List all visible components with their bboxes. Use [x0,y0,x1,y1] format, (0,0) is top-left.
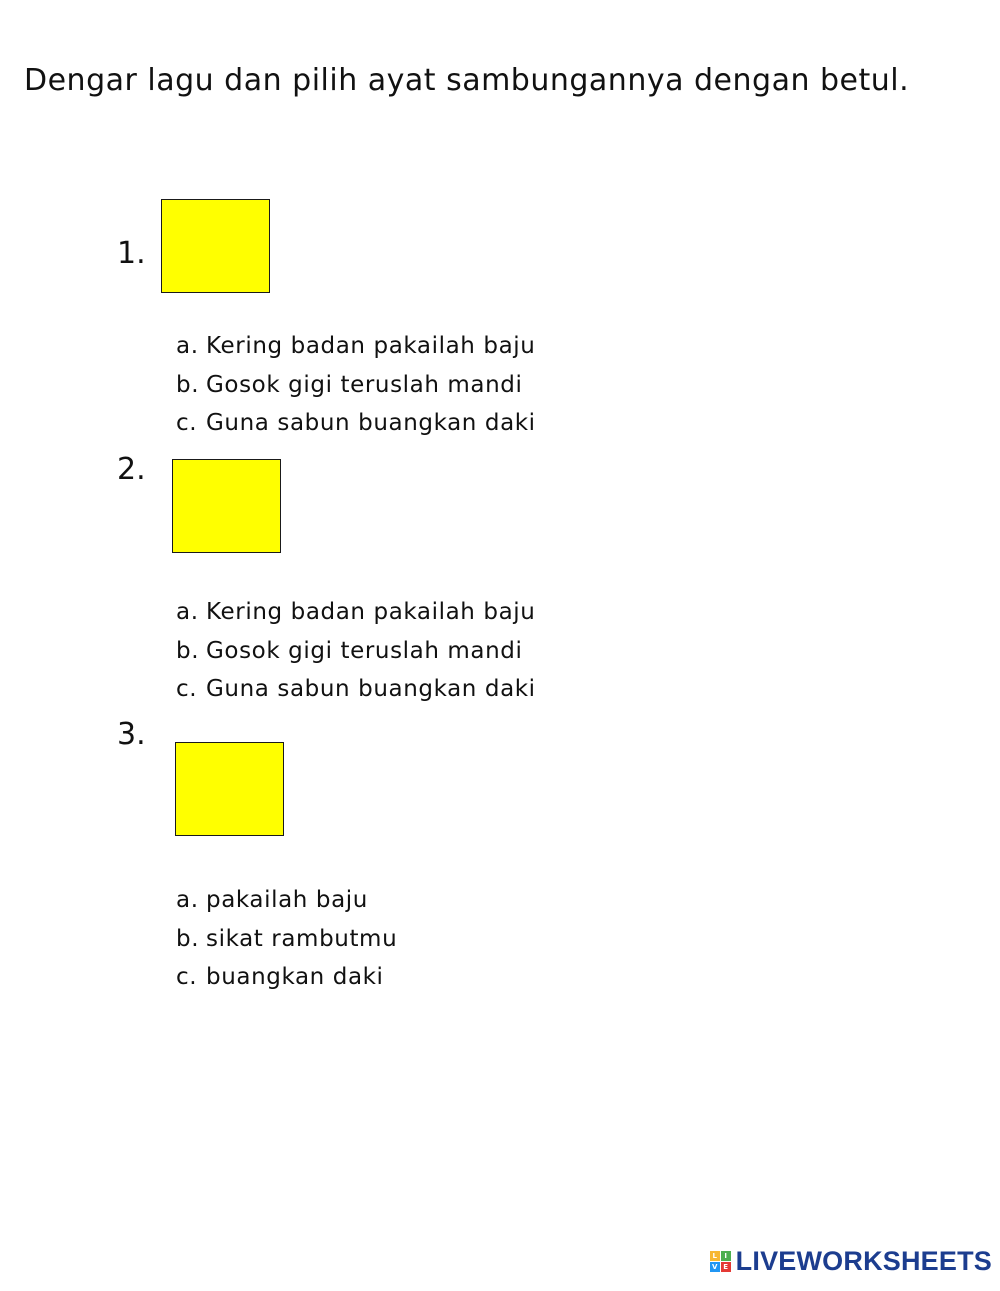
option-list [176,327,536,443]
option-a: a. Kering badan pakailah baju [176,599,536,625]
option-c: c. Guna sabun buangkan daki [176,676,536,702]
answer-drop-box[interactable] [175,742,284,836]
option-c: c. Guna sabun buangkan daki [176,410,536,436]
option-b: b. sikat rambutmu [176,925,398,952]
liveworksheets-logo [710,1246,992,1277]
question-number: 1. [117,236,146,271]
option-c: c. buangkan daki [176,964,384,990]
option-list [176,881,397,997]
logo-mark-icon: L I V E [710,1251,731,1272]
question-number: 2. [117,452,146,487]
question-number: 3. [117,717,146,752]
option-b: b. Gosok gigi teruslah mandi [176,371,523,398]
option-b: b. Gosok gigi teruslah mandi [176,637,523,664]
option-a: a. pakailah baju [176,887,368,913]
logo-text: LIVEWORKSHEETS [735,1246,992,1276]
option-a: a. Kering badan pakailah baju [176,333,536,359]
instruction-text: Dengar lagu dan pilih ayat sambungannya dengan betul. [24,63,910,98]
answer-drop-box[interactable] [161,199,270,293]
answer-drop-box[interactable] [172,459,281,553]
option-list [176,593,536,709]
